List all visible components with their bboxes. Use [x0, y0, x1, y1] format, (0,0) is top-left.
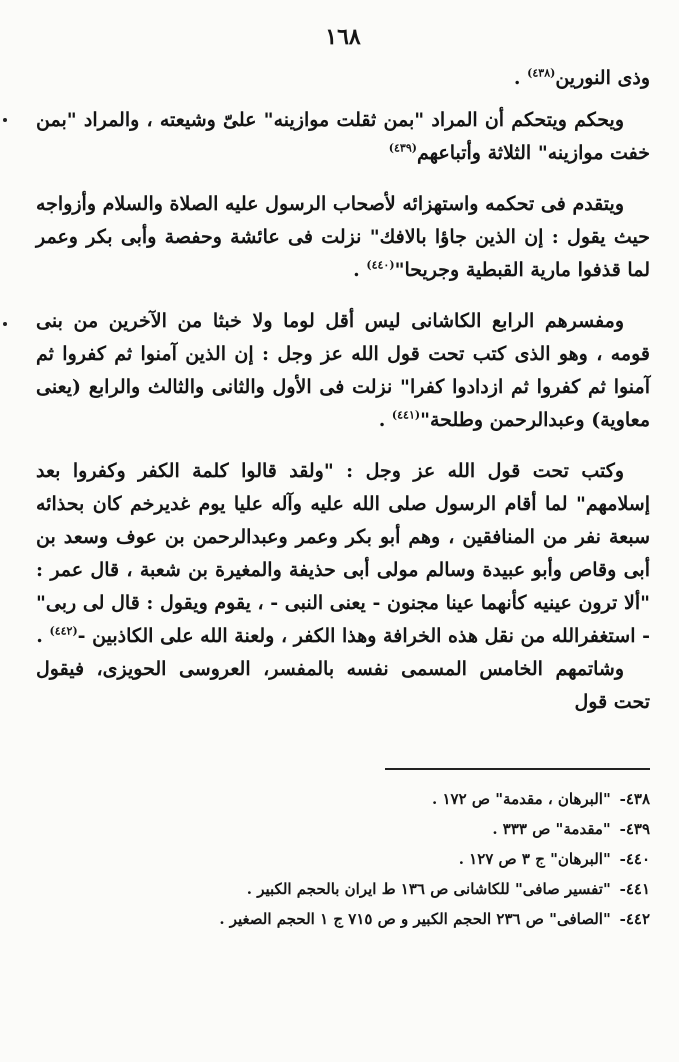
footnote-ref: (٤٣٨) [527, 66, 556, 80]
footnote-text: "البرهان" ج ٣ ص ١٢٧ . [458, 850, 611, 868]
paragraph-text: ويتقدم فى تحكمه واستهزائه لأصحاب الرسول عليه الصلاة والسلام وأزواجه حيث يقول : إن الذين جاؤا بالافك" نزلت فى عائشة وحفصة وأبى بكر وعمر لما قذفوا مارية القبطية وجريحا" [35, 193, 650, 281]
paragraph-2 [36, 104, 650, 170]
body-text [36, 62, 650, 719]
paragraph-text: وكتب تحت قول الله عز وجل : "ولقد قالوا كلمة الكفر وكفروا بعد إسلامهم" لما أقام الرسول صلى الله عليه وآله عليا يوم غديرخم كان بحذائه سبعة نفر من المنافقين ، وهم أبو بكر وعمر وعبدالرحمن بن عوف وسعد بن أبى وقاص وأبو عبيدة وسالم مولى أبى حذيفة والمغيرة بن شعبة ، قال عمر : "ألا ترون عينيه كأنهما عينا مجنون - يعنى النبى - ، يقوم ويقول : قال لى ربى" - استغفرالله من نقل هذه الخرافة وهذا الكفر ، ولعنة الله على الكاذبين - [36, 460, 650, 647]
paragraph-tail: . [513, 67, 528, 89]
paragraph-text: ويحكم ويتحكم أن المراد "بمن ثقلت موازينه" علىّ وشيعته ، والمراد "بمن خفت موازينه" الثلاثة وأتباعهم [36, 109, 650, 164]
footnote-text: "تفسير صافى" للكاشانى ص ١٣٦ ط ايران بالحجم الكبير . [246, 880, 611, 898]
paragraph-6 [36, 653, 650, 719]
paragraph-tail: . [353, 259, 367, 281]
footnote-ref: (٤٣٩) [388, 141, 417, 155]
footnotes [36, 784, 650, 934]
page-number: ١٦٨ [325, 24, 361, 50]
paragraph-1 [36, 62, 650, 95]
paragraph-5 [36, 455, 650, 653]
footnote-text: "مقدمة" ص ٣٣٣ . [492, 820, 611, 838]
footnote-text: "البرهان ، مقدمة" ص ١٧٢ . [432, 790, 611, 808]
paragraph-text: وشاتمهم الخامس المسمى نفسه بالمفسر، العروسى الحويزى، فيقول تحت قول [36, 658, 650, 713]
footnote-item [36, 904, 650, 934]
margin-dot [3, 322, 7, 326]
paragraph-3 [36, 188, 650, 287]
footnote-number: ٤٤٢- [619, 910, 650, 928]
paragraph-4 [36, 305, 650, 437]
footnote-divider [385, 768, 650, 770]
footnote-number: ٤٤٠- [619, 850, 650, 868]
paragraph-tail: . [36, 625, 50, 647]
footnote-ref: (٤٤١) [391, 408, 421, 422]
footnote-ref: (٤٤٢) [49, 624, 78, 638]
margin-dot [3, 118, 7, 122]
paragraph-text: وذى النورين [555, 67, 650, 89]
footnote-number: ٤٣٨- [619, 790, 650, 808]
paragraph-tail: . [378, 409, 392, 431]
footnote-item [36, 874, 650, 904]
footnote-item [36, 784, 650, 814]
paragraph-text: ومفسرهم الرابع الكاشانى ليس أقل لوما ولا خبثا من الآخرين من بنى قومه ، وهو الذى كتب تحت قول الله عز وجل : إن الذين آمنوا ثم كفروا ثم آمنوا ثم كفروا ثم ازدادوا كفرا" نزلت فى الأول والثانى والثالث والرابع (يعنى معاوية) وعبدالرحمن وطلحة" [36, 310, 650, 431]
footnote-number: ٤٣٩- [619, 820, 650, 838]
footnote-item [36, 814, 650, 844]
footnote-number: ٤٤١- [619, 880, 650, 898]
footnote-item [36, 844, 650, 874]
footnote-text: "الصافى" ص ٢٣٦ الحجم الكبير و ص ٧١٥ ج ١ الحجم الصغير . [219, 910, 611, 928]
footnote-ref: (٤٤٠) [366, 258, 395, 272]
book-page [36, 24, 650, 1034]
